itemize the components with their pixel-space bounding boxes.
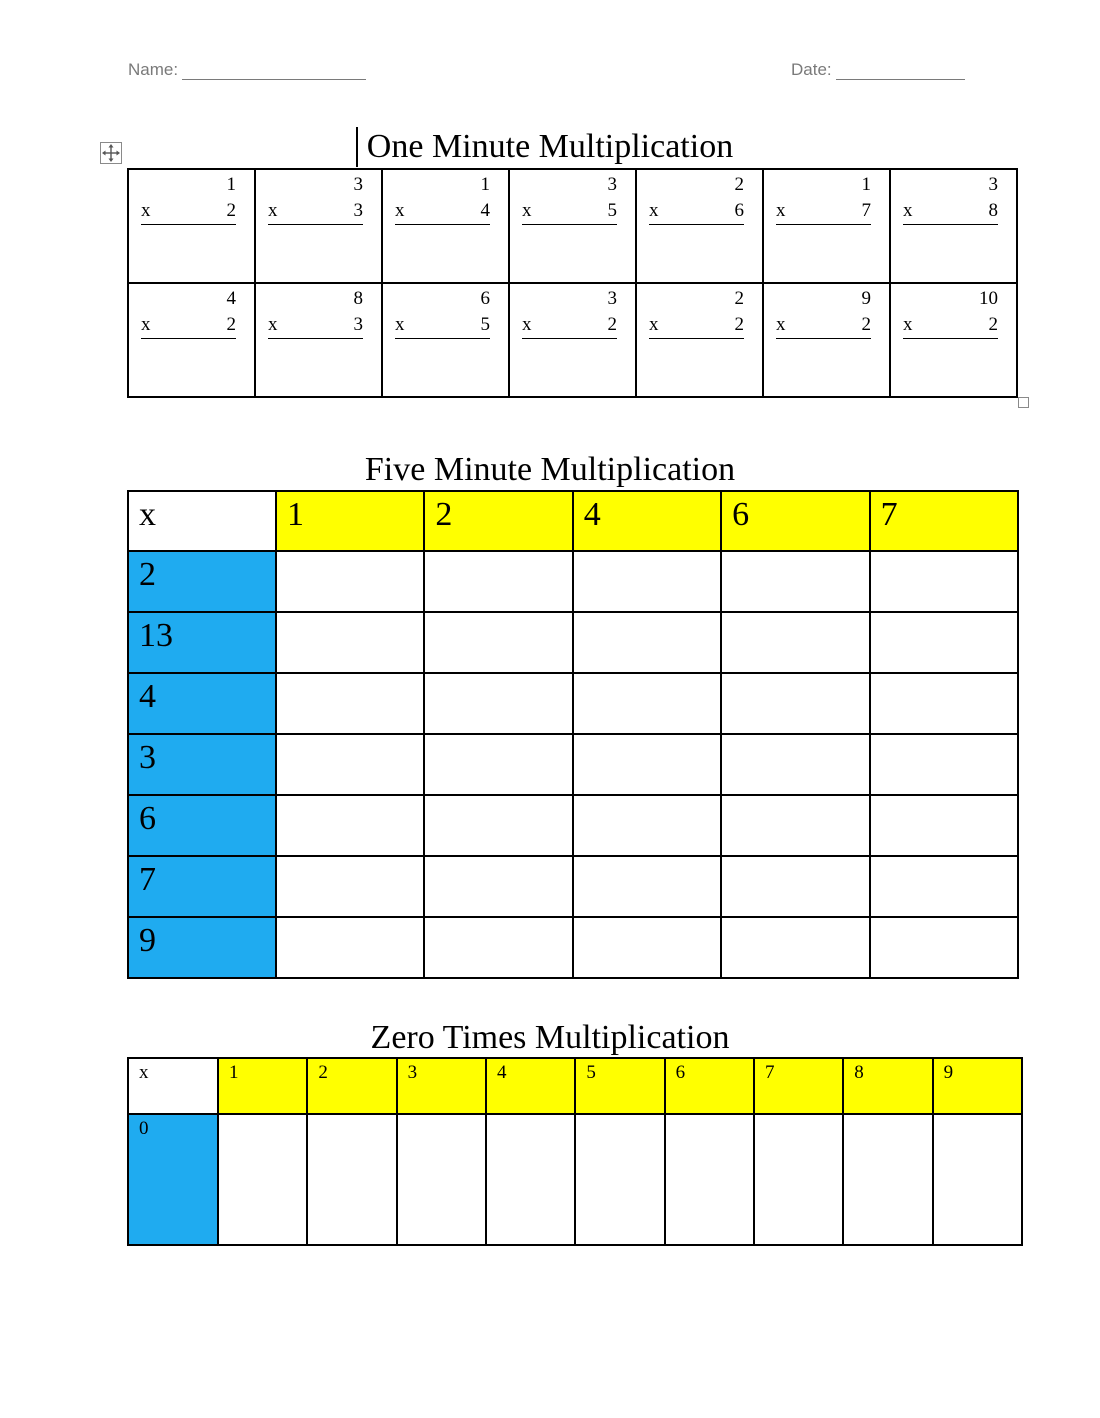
- table-resize-handle-icon[interactable]: [1018, 397, 1029, 408]
- problem-bottom-line: [268, 198, 363, 225]
- answer-cell[interactable]: [870, 551, 1018, 612]
- answer-cell[interactable]: [870, 612, 1018, 673]
- problem-bottom-number: 5: [480, 314, 490, 335]
- answer-cell[interactable]: [721, 917, 869, 978]
- answer-cell[interactable]: [870, 734, 1018, 795]
- problem-cell[interactable]: [382, 283, 509, 397]
- problem-top-number: 3: [607, 174, 617, 195]
- date-label: Date:: [791, 60, 832, 79]
- problem-top-number: 10: [979, 288, 998, 309]
- times-sign: x: [141, 200, 151, 221]
- answer-cell[interactable]: [276, 795, 424, 856]
- problem-bottom-line: [649, 312, 744, 339]
- zero-times-title: Zero Times Multiplication: [370, 1019, 730, 1056]
- table-row: [128, 612, 1018, 673]
- answer-cell[interactable]: [870, 856, 1018, 917]
- answer-cell[interactable]: [276, 612, 424, 673]
- problem-bottom-line: [141, 198, 236, 225]
- answer-cell[interactable]: [424, 673, 572, 734]
- times-sign: x: [649, 314, 659, 335]
- problem-top-number: 8: [353, 288, 363, 309]
- row-header: 6: [128, 795, 276, 856]
- column-header: 6: [665, 1058, 754, 1114]
- row-header: 13: [128, 612, 276, 673]
- problem-bottom-line: [141, 312, 236, 339]
- problem-bottom-number: 2: [734, 314, 744, 335]
- answer-cell[interactable]: [575, 1114, 664, 1245]
- column-header: 9: [933, 1058, 1022, 1114]
- answer-cell[interactable]: [843, 1114, 932, 1245]
- answer-cell[interactable]: [573, 551, 721, 612]
- problem-bottom-line: [522, 312, 617, 339]
- problem-bottom-number: 2: [226, 314, 236, 335]
- corner-cell: x: [128, 1058, 218, 1114]
- problem-cell[interactable]: [763, 283, 890, 397]
- problem-cell[interactable]: [255, 169, 382, 283]
- answer-cell[interactable]: [573, 734, 721, 795]
- problem-bottom-number: 7: [861, 200, 871, 221]
- answer-cell[interactable]: [870, 917, 1018, 978]
- column-header: 2: [424, 491, 572, 551]
- problem-bottom-line: [522, 198, 617, 225]
- answer-cell[interactable]: [424, 856, 572, 917]
- problem-cell[interactable]: [890, 283, 1017, 397]
- problem-cell[interactable]: [890, 169, 1017, 283]
- five-minute-title: Five Minute Multiplication: [364, 451, 736, 488]
- answer-cell[interactable]: [721, 734, 869, 795]
- answer-cell[interactable]: [933, 1114, 1022, 1245]
- problem-top-number: 1: [226, 174, 236, 195]
- problem-bottom-number: 8: [988, 200, 998, 221]
- problem-bottom-number: 3: [353, 314, 363, 335]
- times-sign: x: [268, 314, 278, 335]
- multiplication-problem: [522, 286, 617, 339]
- multiplication-problem: [268, 172, 363, 225]
- multiplication-problem: [522, 172, 617, 225]
- table-row: [128, 673, 1018, 734]
- problem-cell[interactable]: [382, 169, 509, 283]
- table-row: [128, 795, 1018, 856]
- problem-row: [128, 169, 1017, 283]
- table-row: [128, 551, 1018, 612]
- problem-bottom-line: [649, 198, 744, 225]
- answer-cell[interactable]: [721, 551, 869, 612]
- problem-bottom-number: 5: [607, 200, 617, 221]
- problem-top-number: 1: [861, 174, 871, 195]
- times-sign: x: [522, 314, 532, 335]
- name-field[interactable]: [128, 60, 366, 80]
- problem-top-number: 1: [480, 174, 490, 195]
- column-header: 2: [307, 1058, 396, 1114]
- row-header: 2: [128, 551, 276, 612]
- multiplication-problem: [649, 286, 744, 339]
- answer-cell[interactable]: [573, 917, 721, 978]
- times-sign: x: [141, 314, 151, 335]
- answer-cell[interactable]: [276, 917, 424, 978]
- problem-bottom-number: 2: [988, 314, 998, 335]
- row-header: 9: [128, 917, 276, 978]
- row-header: 7: [128, 856, 276, 917]
- problem-top-number: 9: [861, 288, 871, 309]
- column-header: 6: [721, 491, 869, 551]
- column-header: 1: [218, 1058, 307, 1114]
- answer-cell[interactable]: [754, 1114, 843, 1245]
- multiplication-problem: [776, 286, 871, 339]
- problem-row: [128, 283, 1017, 397]
- multiplication-problem: [141, 286, 236, 339]
- problem-bottom-line: [395, 198, 490, 225]
- answer-cell[interactable]: [721, 856, 869, 917]
- answer-cell[interactable]: [424, 734, 572, 795]
- answer-cell[interactable]: [276, 673, 424, 734]
- one-minute-title: One Minute Multiplication: [366, 128, 734, 165]
- header-row: [128, 491, 1018, 551]
- problem-top-number: 6: [480, 288, 490, 309]
- answer-cell[interactable]: [721, 673, 869, 734]
- times-sign: x: [395, 314, 405, 335]
- answer-cell[interactable]: [307, 1114, 396, 1245]
- problem-cell[interactable]: [128, 169, 255, 283]
- problem-bottom-number: 2: [226, 200, 236, 221]
- header-row: [128, 1058, 1022, 1114]
- problem-bottom-line: [776, 198, 871, 225]
- name-label: Name:: [128, 60, 179, 79]
- column-header: 8: [843, 1058, 932, 1114]
- answer-cell[interactable]: [870, 795, 1018, 856]
- problem-cell[interactable]: [509, 169, 636, 283]
- problem-top-number: 2: [734, 174, 744, 195]
- column-header: 5: [575, 1058, 664, 1114]
- answer-cell[interactable]: [276, 551, 424, 612]
- times-sign: x: [903, 314, 913, 335]
- problem-bottom-line: [903, 198, 998, 225]
- answer-cell[interactable]: [573, 673, 721, 734]
- column-header: 3: [397, 1058, 486, 1114]
- column-header: 1: [276, 491, 424, 551]
- column-header: 4: [486, 1058, 575, 1114]
- problem-bottom-line: [268, 312, 363, 339]
- column-header: 7: [754, 1058, 843, 1114]
- problem-bottom-number: 2: [607, 314, 617, 335]
- answer-cell[interactable]: [424, 795, 572, 856]
- answer-cell[interactable]: [276, 734, 424, 795]
- five-minute-table: [127, 490, 1019, 979]
- table-row: [128, 917, 1018, 978]
- date-line[interactable]: [836, 63, 965, 80]
- problem-bottom-line: [395, 312, 490, 339]
- answer-cell[interactable]: [721, 795, 869, 856]
- times-sign: x: [776, 314, 786, 335]
- problem-top-number: 2: [734, 288, 744, 309]
- multiplication-problem: [268, 286, 363, 339]
- row-header: 4: [128, 673, 276, 734]
- times-sign: x: [649, 200, 659, 221]
- multiplication-problem: [776, 172, 871, 225]
- answer-cell[interactable]: [573, 612, 721, 673]
- text-cursor: [356, 127, 358, 167]
- answer-cell[interactable]: [424, 917, 572, 978]
- problem-cell[interactable]: [636, 283, 763, 397]
- answer-cell[interactable]: [397, 1114, 486, 1245]
- answer-cell[interactable]: [573, 795, 721, 856]
- multiplication-problem: [903, 286, 998, 339]
- column-header: 4: [573, 491, 721, 551]
- times-sign: x: [268, 200, 278, 221]
- problem-bottom-line: [776, 312, 871, 339]
- times-sign: x: [395, 200, 405, 221]
- date-field[interactable]: [791, 60, 965, 80]
- column-header: 7: [870, 491, 1018, 551]
- times-sign: x: [776, 200, 786, 221]
- problem-cell[interactable]: [763, 169, 890, 283]
- problem-bottom-number: 3: [353, 200, 363, 221]
- problem-top-number: 3: [607, 288, 617, 309]
- times-sign: x: [522, 200, 532, 221]
- one-minute-table: [127, 168, 1018, 398]
- times-sign: x: [903, 200, 913, 221]
- answer-cell[interactable]: [573, 856, 721, 917]
- problem-cell[interactable]: [636, 169, 763, 283]
- table-row: [128, 734, 1018, 795]
- table-row: [128, 856, 1018, 917]
- multiplication-problem: [395, 286, 490, 339]
- multiplication-problem: [395, 172, 490, 225]
- answer-cell[interactable]: [424, 612, 572, 673]
- multiplication-problem: [141, 172, 236, 225]
- problem-bottom-line: [903, 312, 998, 339]
- row-header: 3: [128, 734, 276, 795]
- name-line[interactable]: [182, 63, 366, 80]
- answer-cell[interactable]: [486, 1114, 575, 1245]
- answer-cell[interactable]: [665, 1114, 754, 1245]
- answer-cell[interactable]: [870, 673, 1018, 734]
- corner-cell: x: [128, 491, 276, 551]
- problem-top-number: 3: [988, 174, 998, 195]
- answer-cell[interactable]: [721, 612, 869, 673]
- problem-bottom-number: 6: [734, 200, 744, 221]
- multiplication-problem: [903, 172, 998, 225]
- answer-cell[interactable]: [424, 551, 572, 612]
- problem-cell[interactable]: [128, 283, 255, 397]
- problem-top-number: 4: [226, 288, 236, 309]
- problem-bottom-number: 4: [480, 200, 490, 221]
- row-header: 0: [128, 1114, 218, 1245]
- answer-cell[interactable]: [218, 1114, 307, 1245]
- zero-times-table: [127, 1057, 1023, 1246]
- answer-cell[interactable]: [276, 856, 424, 917]
- table-row: [128, 1114, 1022, 1245]
- problem-top-number: 3: [353, 174, 363, 195]
- multiplication-problem: [649, 172, 744, 225]
- problem-bottom-number: 2: [861, 314, 871, 335]
- problem-cell[interactable]: [509, 283, 636, 397]
- problem-cell[interactable]: [255, 283, 382, 397]
